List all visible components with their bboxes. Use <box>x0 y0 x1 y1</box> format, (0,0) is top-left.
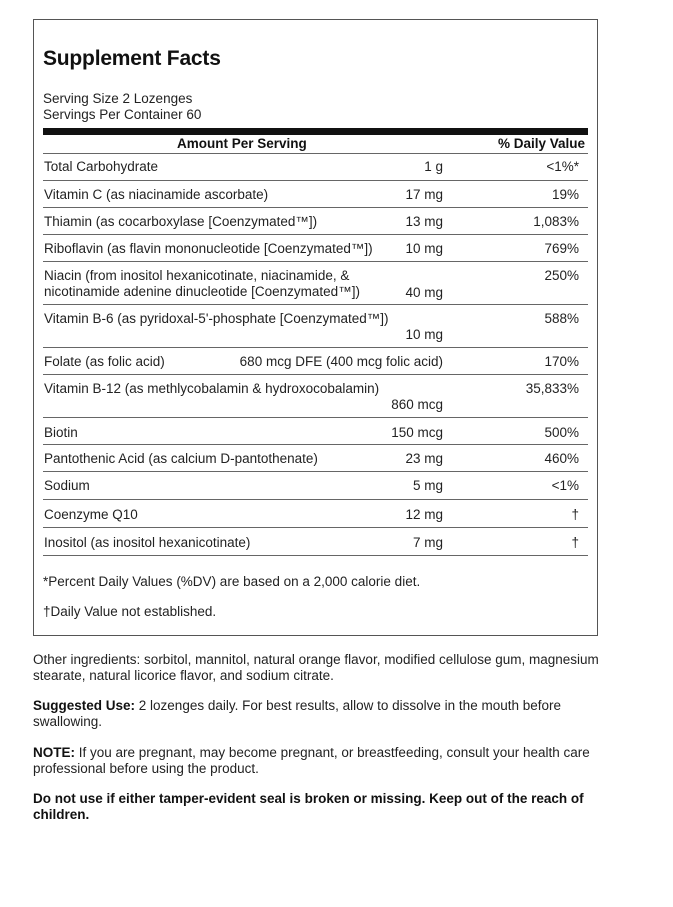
nutrient-row <box>43 374 588 417</box>
panel-title: Supplement Facts <box>43 47 221 70</box>
nutrient-name: Biotin <box>44 425 78 440</box>
nutrient-row <box>43 234 588 261</box>
servings-per-container: Servings Per Container 60 <box>43 107 202 122</box>
nutrient-row <box>43 261 588 304</box>
nutrient-daily-value: 588% <box>544 311 579 326</box>
footer-rule <box>43 555 588 556</box>
nutrient-amount: 13 mg <box>405 214 443 229</box>
nutrient-row <box>43 444 588 471</box>
other-ingredients: Other ingredients: sorbitol, mannitol, natural orange flavor, modified cellulose gum, magnesium stearate, natural licorice flavor, and sodium citrate. <box>33 652 599 683</box>
amount-column-header: Amount Per Serving <box>177 136 307 151</box>
suggested-use-text: 2 lozenges daily. For best results, allow to dissolve in the mouth before swallowing. <box>33 698 561 729</box>
nutrient-row <box>43 304 588 347</box>
nutrient-daily-value: 250% <box>544 268 579 283</box>
nutrient-name: Coenzyme Q10 <box>44 507 138 522</box>
nutrient-name: Riboflavin (as flavin mononucleotide [Coenzymated™]) <box>44 241 373 256</box>
nutrient-amount: 23 mg <box>405 451 443 466</box>
nutrient-name: Vitamin B-6 (as pyridoxal-5'-phosphate [Coenzymated™]) <box>44 311 389 326</box>
nutrient-name: Sodium <box>44 478 90 493</box>
nutrient-name: Total Carbohydrate <box>44 159 159 174</box>
nutrient-name: Pantothenic Acid (as calcium D-pantothenate) <box>44 451 318 466</box>
note-text: If you are pregnant, may become pregnant, or breastfeeding, consult your health care professional before using the product. <box>33 745 590 776</box>
footnote-daily-value: *Percent Daily Values (%DV) are based on a 2,000 calorie diet. <box>43 574 421 589</box>
nutrient-daily-value: † <box>571 535 579 550</box>
footnote-dagger: †Daily Value not established. <box>43 604 217 619</box>
nutrient-name: Thiamin (as cocarboxylase [Coenzymated™]) <box>44 214 318 229</box>
suggested-use <box>33 698 603 730</box>
nutrient-daily-value: 19% <box>551 187 579 202</box>
nutrient-daily-value: 500% <box>544 425 579 440</box>
nutrient-name-continued: nicotinamide adenine dinucleotide [Coenzymated™]) <box>44 284 360 299</box>
nutrient-amount: 7 mg <box>412 535 443 550</box>
nutrient-amount: 680 mcg DFE (400 mcg folic acid) <box>239 354 443 369</box>
nutrient-daily-value: <1%* <box>546 159 579 174</box>
nutrient-amount: 860 mcg <box>391 397 443 412</box>
nutrient-name: Vitamin B-12 (as methlycobalamin & hydroxocobalamin) <box>44 381 380 396</box>
nutrient-amount: 17 mg <box>405 187 443 202</box>
nutrient-row <box>43 499 588 527</box>
nutrient-name: Vitamin C (as niacinamide ascorbate) <box>44 187 269 202</box>
nutrient-amount: 40 mg <box>405 285 443 300</box>
nutrient-row <box>43 180 588 207</box>
nutrient-daily-value: † <box>571 507 579 522</box>
supplement-facts-panel <box>33 19 598 636</box>
nutrient-name: Folate (as folic acid) <box>44 354 165 369</box>
nutrient-row <box>43 417 588 444</box>
nutrient-row <box>43 347 588 374</box>
nutrient-daily-value: <1% <box>551 478 579 493</box>
note-label: NOTE: <box>33 745 75 760</box>
nutrient-amount: 10 mg <box>405 241 443 256</box>
nutrient-daily-value: 769% <box>544 241 579 256</box>
nutrient-amount: 12 mg <box>405 507 443 522</box>
nutrient-daily-value: 170% <box>544 354 579 369</box>
serving-size: Serving Size 2 Lozenges <box>43 91 193 106</box>
nutrient-amount: 150 mcg <box>391 425 443 440</box>
nutrient-amount: 10 mg <box>405 327 443 342</box>
nutrient-name: Inositol (as inositol hexanicotinate) <box>44 535 251 550</box>
nutrient-name: Niacin (from inositol hexanicotinate, niacinamide, & <box>44 268 350 283</box>
nutrient-row <box>43 527 588 555</box>
daily-value-column-header: % Daily Value <box>497 136 585 151</box>
safety-warning: Do not use if either tamper-evident seal is broken or missing. Keep out of the reach of children. <box>33 791 584 822</box>
nutrient-row <box>43 471 588 499</box>
nutrient-amount: 5 mg <box>412 478 443 493</box>
pregnancy-note <box>33 745 603 777</box>
nutrient-row <box>43 153 588 180</box>
suggested-use-label: Suggested Use: <box>33 698 136 713</box>
nutrient-amount: 1 g <box>424 159 443 174</box>
nutrient-row <box>43 207 588 234</box>
nutrient-daily-value: 1,083% <box>533 214 579 229</box>
nutrient-daily-value: 35,833% <box>525 381 579 396</box>
header-rule <box>43 128 588 135</box>
nutrient-daily-value: 460% <box>544 451 579 466</box>
